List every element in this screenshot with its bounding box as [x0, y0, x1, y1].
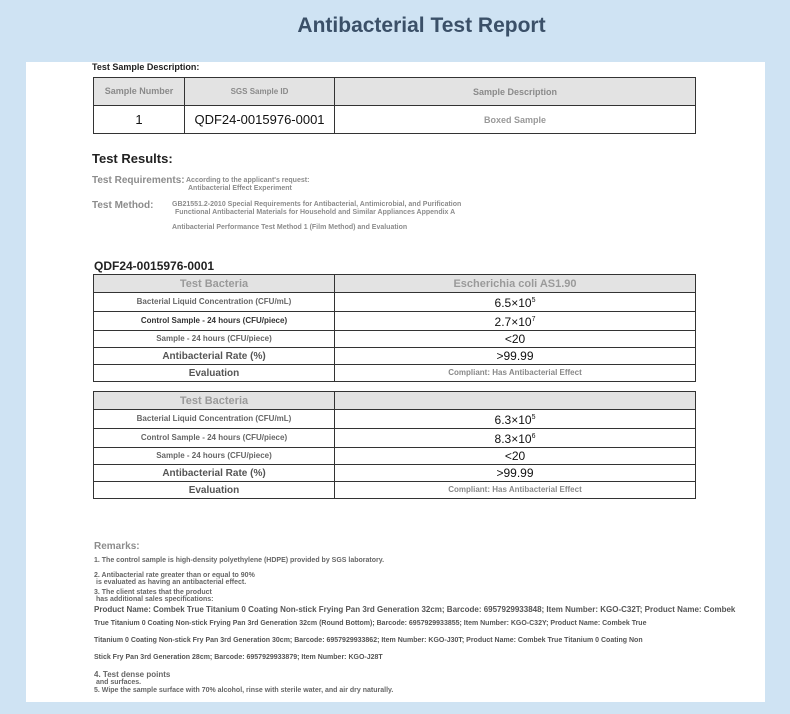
t2-row1-label: Bacterial Liquid Concentration (CFU/mL): [94, 410, 335, 429]
t1-row1-value: [335, 293, 696, 312]
t2-row1-value: [335, 410, 696, 429]
remark-4b: and surfaces.: [96, 679, 142, 686]
test-method-line3: Antibacterial Performance Test Method 1 (Film Method) and Evaluation: [172, 224, 408, 231]
sample-table: [93, 77, 696, 134]
t1-strain-header: Escherichia coli AS1.90: [335, 275, 696, 293]
remark-3a: 3. The client states that the product: [94, 589, 212, 596]
t2-row3-value: <20: [335, 448, 696, 465]
t1-row1-exp: 5: [531, 297, 536, 304]
results-table-2: [93, 391, 696, 499]
remark-2b: is evaluated as having an antibacterial effect.: [96, 579, 247, 586]
product-line-1: Product Name: Combek True Titanium 0 Coating Non-stick Frying Pan 3rd Generation 32cm; Barcode: 6957929933848; Item Number: KGO-C32T; Product Name: Combek: [94, 605, 736, 614]
sample-desc-cell: Boxed Sample: [335, 106, 696, 134]
test-requirements-line2: Antibacterial Effect Experiment: [188, 185, 292, 192]
sample-id-heading: QDF24-0015976-0001: [94, 259, 215, 273]
sgs-id-header: SGS Sample ID: [185, 78, 335, 106]
t1-row3-value: <20: [335, 331, 696, 348]
sgs-id-cell: QDF24-0015976-0001: [185, 106, 335, 134]
t2-row2-base: 8.3×10: [494, 432, 532, 446]
test-method-line2: Functional Antibacterial Materials for Household and Similar Appliances Appendix A: [175, 209, 456, 216]
t1-row4-value: >99.99: [335, 348, 696, 365]
t2-strain-header: [335, 392, 696, 410]
sample-number-cell: 1: [94, 106, 185, 134]
sample-desc-header: Sample Description: [335, 78, 696, 106]
t2-row4-label: Antibacterial Rate (%): [94, 465, 335, 482]
remark-2a: 2. Antibacterial rate greater than or equal to 90%: [94, 572, 255, 579]
t2-row2-exp: 6: [531, 433, 536, 440]
product-line-4: Stick Fry Pan 3rd Generation 28cm; Barcode: 6957929933879; Item Number: KGO-J28T: [94, 654, 383, 661]
test-method-label: Test Method:: [92, 200, 154, 211]
t2-row2-value: [335, 429, 696, 448]
product-line-3: Titanium 0 Coating Non-stick Fry Pan 3rd Generation 30cm; Barcode: 6957929933862; Item Number: KGO-J30T; Product Name: Combek True Titanium 0 Coating Non: [94, 637, 643, 644]
t1-bacteria-header: Test Bacteria: [94, 275, 335, 293]
t2-row1-base: 6.3×10: [494, 413, 532, 427]
t2-row5-label: Evaluation: [94, 482, 335, 499]
t2-row3-label: Sample - 24 hours (CFU/piece): [94, 448, 335, 465]
product-line-2: True Titanium 0 Coating Non-stick Frying Pan 3rd Generation 32cm (Round Bottom); Barcode: 6957929933855; Item Number: KGO-C32Y; Product Name: Combek True: [94, 620, 647, 627]
sample-description-heading: Test Sample Description:: [92, 62, 200, 72]
t2-row2-label: Control Sample - 24 hours (CFU/piece): [94, 429, 335, 448]
t1-row2-label: Control Sample - 24 hours (CFU/piece): [94, 312, 335, 331]
remark-3b: has additional sales specifications:: [96, 596, 214, 603]
test-results-heading: Test Results:: [92, 151, 173, 166]
remark-4a: 4. Test dense points: [94, 670, 171, 679]
t2-row1-exp: 5: [531, 414, 536, 421]
results-table-1: [93, 274, 696, 382]
t1-row5-label: Evaluation: [94, 365, 335, 382]
t1-row2-base: 2.7×10: [494, 315, 532, 329]
sample-number-header: Sample Number: [94, 78, 185, 106]
t1-row4-label: Antibacterial Rate (%): [94, 348, 335, 365]
report-page: [26, 62, 765, 702]
remark-5: 5. Wipe the sample surface with 70% alcohol, rinse with sterile water, and air dry naturally.: [94, 687, 394, 694]
t1-row1-label: Bacterial Liquid Concentration (CFU/mL): [94, 293, 335, 312]
remarks-heading: Remarks:: [94, 541, 140, 552]
report-title: Antibacterial Test Report: [297, 14, 546, 37]
t2-row4-value: >99.99: [335, 465, 696, 482]
test-method-line1: GB21551.2-2010 Special Requirements for Antibacterial, Antimicrobial, and Purification: [172, 201, 462, 208]
t1-row5-value: Compliant: Has Antibacterial Effect: [335, 365, 696, 382]
t1-row2-value: [335, 312, 696, 331]
remark-1: 1. The control sample is high-density polyethylene (HDPE) provided by SGS laboratory.: [94, 557, 385, 564]
t1-row2-exp: 7: [531, 316, 536, 323]
test-requirements-line1: According to the applicant's request:: [186, 177, 310, 184]
t1-row1-base: 6.5×10: [494, 296, 532, 310]
test-requirements-label: Test Requirements:: [92, 175, 185, 186]
t2-row5-value: Compliant: Has Antibacterial Effect: [335, 482, 696, 499]
t2-bacteria-header: Test Bacteria: [94, 392, 335, 410]
t1-row3-label: Sample - 24 hours (CFU/piece): [94, 331, 335, 348]
